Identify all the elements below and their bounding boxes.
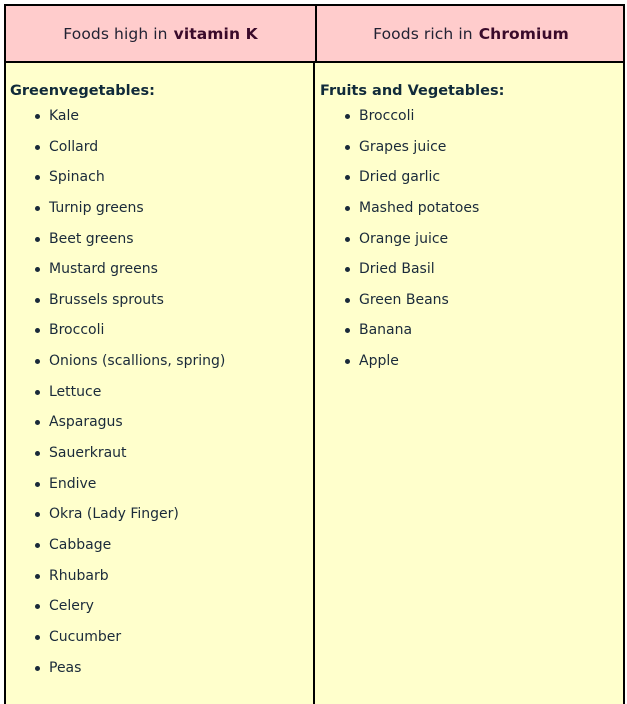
bullet-icon — [35, 237, 40, 242]
chromium-list — [320, 101, 623, 377]
bullet-icon — [345, 206, 350, 211]
list-item — [10, 530, 313, 561]
list-item-label: Mashed potatoes — [359, 199, 480, 216]
list-item — [10, 469, 313, 500]
bullet-icon — [345, 175, 350, 180]
bullet-icon — [35, 543, 40, 548]
list-item-label: Dried Basil — [359, 261, 435, 278]
list-item — [10, 622, 313, 653]
list-item-label: Brussels sprouts — [49, 291, 164, 308]
list-item — [10, 591, 313, 622]
chromium-header-emphasis: Chromium — [478, 24, 569, 43]
bullet-icon — [35, 666, 40, 671]
list-item-label: Turnip greens — [49, 199, 144, 216]
bullet-icon — [35, 604, 40, 609]
chromium-header-prefix: Foods rich in — [373, 24, 473, 43]
bullet-icon — [35, 175, 40, 180]
list-item — [10, 499, 313, 530]
list-item — [10, 438, 313, 469]
list-item-label: Asparagus — [49, 414, 123, 431]
nutrition-table — [4, 4, 625, 704]
list-item-label: Grapes juice — [359, 138, 447, 155]
bullet-icon — [35, 206, 40, 211]
list-item-label: Broccoli — [359, 108, 415, 124]
vitamin-k-header-emphasis: vitamin K — [173, 24, 258, 43]
list-item — [320, 254, 623, 285]
bullet-icon — [35, 267, 40, 272]
list-item-label: Broccoli — [49, 322, 105, 339]
list-item-label: Celery — [49, 598, 94, 615]
vitamin-k-list — [10, 101, 313, 683]
list-item — [320, 346, 623, 377]
list-item-label: Cucumber — [49, 628, 122, 645]
list-item — [320, 285, 623, 316]
list-item — [10, 285, 313, 316]
list-item — [10, 193, 313, 224]
list-item-label: Green Beans — [359, 291, 449, 308]
list-item-label: Cabbage — [49, 536, 112, 553]
list-item — [320, 193, 623, 224]
list-item — [10, 561, 313, 592]
vitamin-k-group-title: Greenvegetables: — [10, 83, 155, 99]
bullet-icon — [345, 298, 350, 303]
bullet-icon — [345, 359, 350, 364]
list-item — [320, 162, 623, 193]
list-item — [10, 653, 313, 684]
list-item-label: Lettuce — [49, 383, 102, 400]
list-item-label: Dried garlic — [359, 169, 441, 186]
chromium-group-title: Fruits and Vegetables: — [320, 83, 505, 99]
bullet-icon — [345, 114, 350, 119]
bullet-icon — [35, 145, 40, 150]
list-item-label: Banana — [359, 322, 413, 339]
list-item — [10, 254, 313, 285]
bullet-icon — [35, 512, 40, 517]
bullet-icon — [35, 574, 40, 579]
list-item — [320, 224, 623, 255]
vitamin-k-header-prefix: Foods high in — [63, 24, 168, 43]
list-item — [10, 162, 313, 193]
list-item — [10, 407, 313, 438]
list-item — [320, 132, 623, 163]
list-item-label: Spinach — [49, 169, 105, 186]
list-item-label: Endive — [49, 475, 97, 492]
list-item — [320, 315, 623, 346]
table-body-row — [6, 63, 623, 704]
list-item-label: Apple — [359, 353, 399, 370]
list-item-label: Rhubarb — [49, 567, 109, 584]
list-item — [10, 101, 313, 132]
list-item — [10, 224, 313, 255]
bullet-icon — [35, 482, 40, 487]
bullet-icon — [345, 328, 350, 333]
list-item — [320, 101, 623, 132]
vitamin-k-cell — [6, 63, 315, 704]
list-item-label: Kale — [49, 108, 80, 124]
list-item-label: Sauerkraut — [49, 445, 127, 462]
list-item-label: Okra (Lady Finger) — [49, 506, 179, 523]
list-item-label: Onions (scallions, spring) — [49, 353, 226, 370]
vitamin-k-header — [6, 6, 317, 61]
bullet-icon — [35, 298, 40, 303]
chromium-cell — [315, 63, 623, 704]
table-header-row — [6, 6, 623, 63]
bullet-icon — [345, 145, 350, 150]
list-item-label: Orange juice — [359, 230, 449, 247]
bullet-icon — [35, 359, 40, 364]
bullet-icon — [35, 114, 40, 119]
list-item — [10, 315, 313, 346]
list-item — [10, 132, 313, 163]
list-item — [10, 346, 313, 377]
chromium-header — [317, 6, 625, 61]
list-item-label: Mustard greens — [49, 261, 158, 278]
bullet-icon — [345, 237, 350, 242]
bullet-icon — [35, 635, 40, 640]
bullet-icon — [35, 390, 40, 395]
bullet-icon — [345, 267, 350, 272]
bullet-icon — [35, 420, 40, 425]
bullet-icon — [35, 451, 40, 456]
list-item-label: Beet greens — [49, 230, 134, 247]
bullet-icon — [35, 328, 40, 333]
list-item-label: Peas — [49, 659, 82, 676]
list-item — [10, 377, 313, 408]
list-item-label: Collard — [49, 138, 99, 155]
